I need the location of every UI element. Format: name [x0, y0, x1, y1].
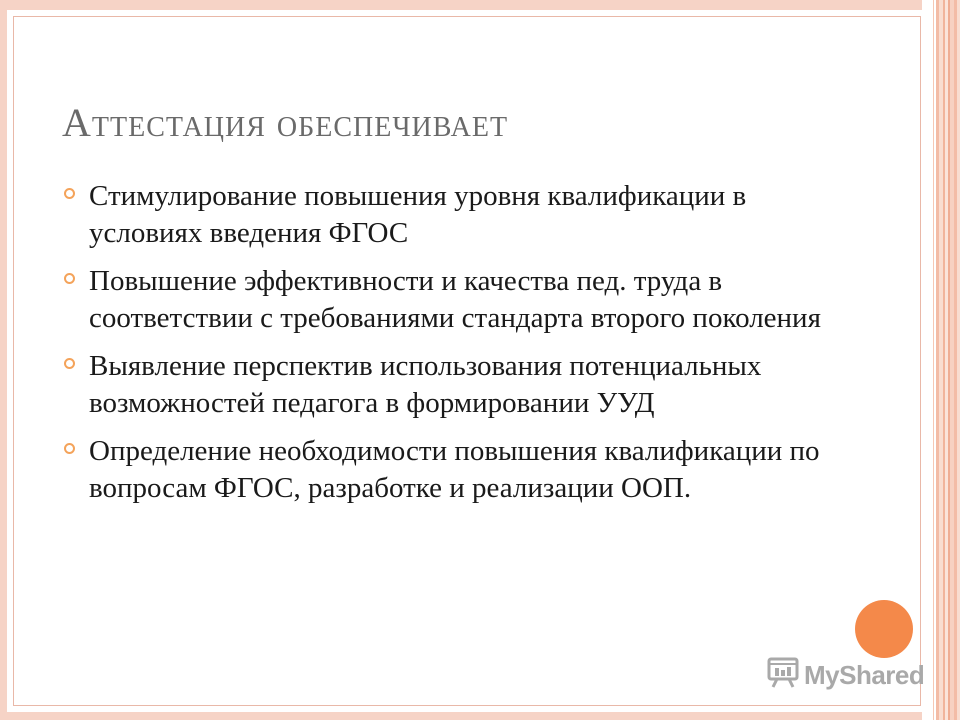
bullet-ring-icon — [64, 273, 75, 284]
bullet-text: Определение необходимости повышения квалификации по вопросам ФГОС, разработке и реализации ООП. — [89, 435, 820, 504]
bullet-ring-icon — [64, 443, 75, 454]
bullet-list — [64, 178, 834, 518]
watermark-text: MyShared — [804, 659, 925, 690]
bullet-item — [64, 178, 834, 252]
bullet-text: Повышение эффективности и качества пед. труда в соответствии с требованиями стандарта второго поколения — [89, 265, 821, 334]
myshared-watermark — [766, 655, 924, 695]
slide-frame-bottom — [0, 712, 933, 720]
bullet-item — [64, 263, 834, 337]
bullet-text: Стимулирование повышения уровня квалификации в условиях введения ФГОС — [89, 180, 747, 249]
bullet-item — [64, 348, 834, 422]
slide-title: Аттестация обеспечивает — [62, 100, 509, 145]
decorative-orange-circle — [855, 600, 913, 658]
slide-frame-top — [0, 0, 933, 10]
decorative-stripes — [922, 0, 960, 720]
presentation-board-icon — [766, 655, 800, 696]
bullet-ring-icon — [64, 358, 75, 369]
slide-frame-left — [0, 0, 7, 720]
bullet-ring-icon — [64, 188, 75, 199]
bullet-item — [64, 433, 834, 507]
bullet-text: Выявление перспектив использования потенциальных возможностей педагога в формировании УУД — [89, 350, 762, 419]
